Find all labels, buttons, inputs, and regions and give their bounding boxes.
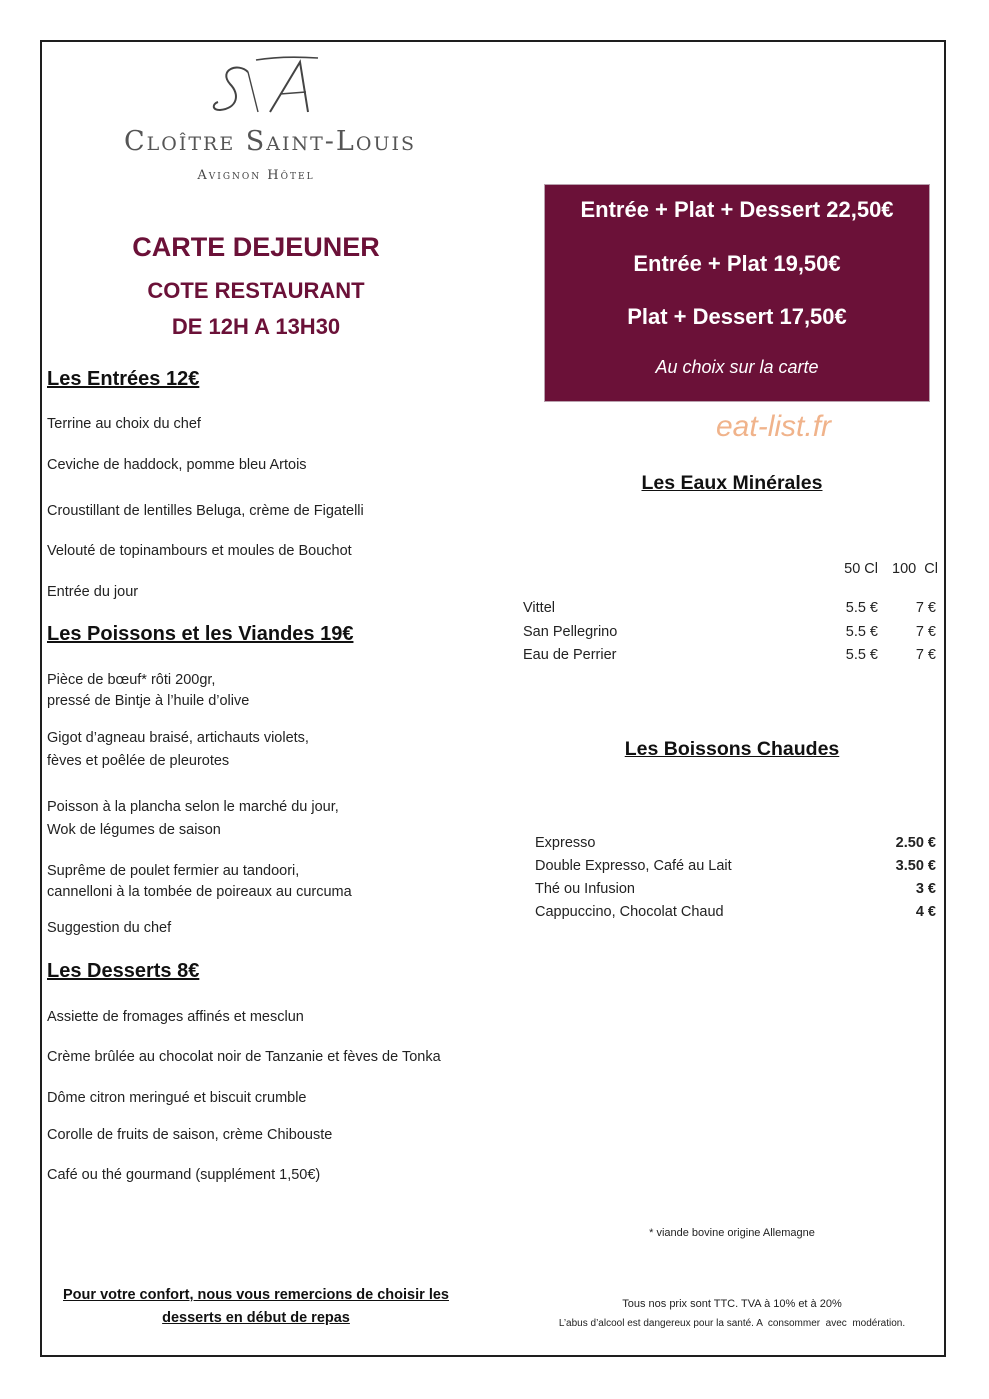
menu-item: Ceviche de haddock, pomme bleu Artois [47, 457, 307, 473]
formula-plat-dessert: Plat + Dessert 17,50€ [627, 304, 847, 329]
formula-note: Au choix sur la carte [655, 357, 819, 377]
menu-item: Suggestion du chef [47, 920, 172, 936]
drink-price: 3.50 € [895, 858, 936, 874]
drink-price: 4 € [915, 904, 936, 920]
drink-name: Expresso [535, 835, 596, 851]
logo-subtitle: Avignon Hôtel [197, 168, 315, 183]
drink-price: 5.5 € [845, 624, 878, 640]
drink-price: 5.5 € [845, 600, 878, 616]
menu-item: Velouté de topinambours et moules de Bouchot [47, 543, 352, 559]
menu-item: Croustillant de lentilles Beluga, crème de Figatelli [47, 503, 364, 519]
menu-item-line: Poisson à la plancha selon le marché du jour, [47, 799, 339, 815]
service-hours: DE 12H A 13H30 [171, 314, 341, 339]
menu-item: Entrée du jour [47, 584, 139, 600]
menu-item-line: Wok de légumes de saison [47, 822, 221, 838]
logo-monogram-icon [208, 52, 338, 122]
drink-name: Vittel [523, 600, 555, 616]
comfort-note-line: Pour votre confort, nous vous remercions de choisir les [63, 1287, 449, 1303]
menu-item-line: pressé de Bintje à l’huile d’olive [47, 693, 250, 709]
column-header-100cl: 100 Cl [892, 561, 938, 577]
viande-origin-note: * viande bovine origine Allemagne [649, 1227, 815, 1239]
drink-name: Cappuccino, Chocolat Chaud [535, 904, 724, 920]
drink-price: 3 € [915, 881, 936, 897]
menu-item-line: cannelloni à la tombée de poireaux au curcuma [47, 884, 352, 900]
column-header-50cl: 50 Cl [844, 561, 878, 577]
price-tax-note: Tous nos prix sont TTC. TVA à 10% et à 20% [622, 1298, 842, 1310]
menu-item: Café ou thé gourmand (supplément 1,50€) [47, 1167, 321, 1183]
drink-price: 5.5 € [845, 647, 878, 663]
section-title-desserts: Les Desserts 8€ [47, 960, 200, 982]
page-subtitle: COTE RESTAURANT [147, 278, 365, 303]
menu-item [47, 728, 309, 772]
menu-item [47, 861, 352, 903]
formula-entree-plat: Entrée + Plat 19,50€ [633, 251, 841, 276]
menu-item-line: Pièce de bœuf* rôti 200gr, [47, 672, 216, 688]
menu-item [47, 670, 249, 712]
drink-name: Double Expresso, Café au Lait [535, 858, 732, 874]
drink-name: Thé ou Infusion [535, 881, 635, 897]
drink-name: Eau de Perrier [523, 647, 617, 663]
drink-name: San Pellegrino [523, 624, 618, 640]
alcohol-warning: L’abus d’alcool est dangereux pour la santé. A consommer avec modération. [558, 1318, 906, 1329]
comfort-note-line: desserts en début de repas [162, 1310, 350, 1326]
watermark: eat-list.fr [716, 410, 832, 443]
menu-item-line: Gigot d’agneau braisé, artichauts violets, [47, 730, 309, 746]
menu-item: Corolle de fruits de saison, crème Chibouste [47, 1127, 333, 1143]
section-title-eaux: Les Eaux Minérales [641, 472, 823, 494]
menu-item-line: fèves et poêlée de pleurotes [47, 753, 230, 769]
section-title-plats: Les Poissons et les Viandes 19€ [47, 623, 354, 645]
section-title-entrees: Les Entrées 12€ [47, 368, 200, 390]
menu-item: Dôme citron meringué et biscuit crumble [47, 1090, 307, 1106]
drink-price: 7 € [915, 600, 936, 616]
drink-price: 2.50 € [895, 835, 936, 851]
formula-entree-plat-dessert: Entrée + Plat + Dessert 22,50€ [580, 197, 894, 222]
drink-price: 7 € [915, 647, 936, 663]
drink-price: 7 € [915, 624, 936, 640]
formula-box [544, 184, 930, 402]
menu-item [47, 797, 339, 841]
section-title-boissons-chaudes: Les Boissons Chaudes [624, 738, 840, 760]
menu-item: Crème brûlée au chocolat noir de Tanzanie et fèves de Tonka [47, 1049, 441, 1065]
comfort-note [60, 1284, 452, 1330]
logo-hotel-name: Cloître Saint-Louis [124, 126, 416, 157]
menu-item-line: Suprême de poulet fermier au tandoori, [47, 863, 300, 879]
page-title: CARTE DEJEUNER [132, 232, 380, 262]
menu-item: Assiette de fromages affinés et mesclun [47, 1009, 304, 1025]
menu-item: Terrine au choix du chef [47, 416, 201, 432]
